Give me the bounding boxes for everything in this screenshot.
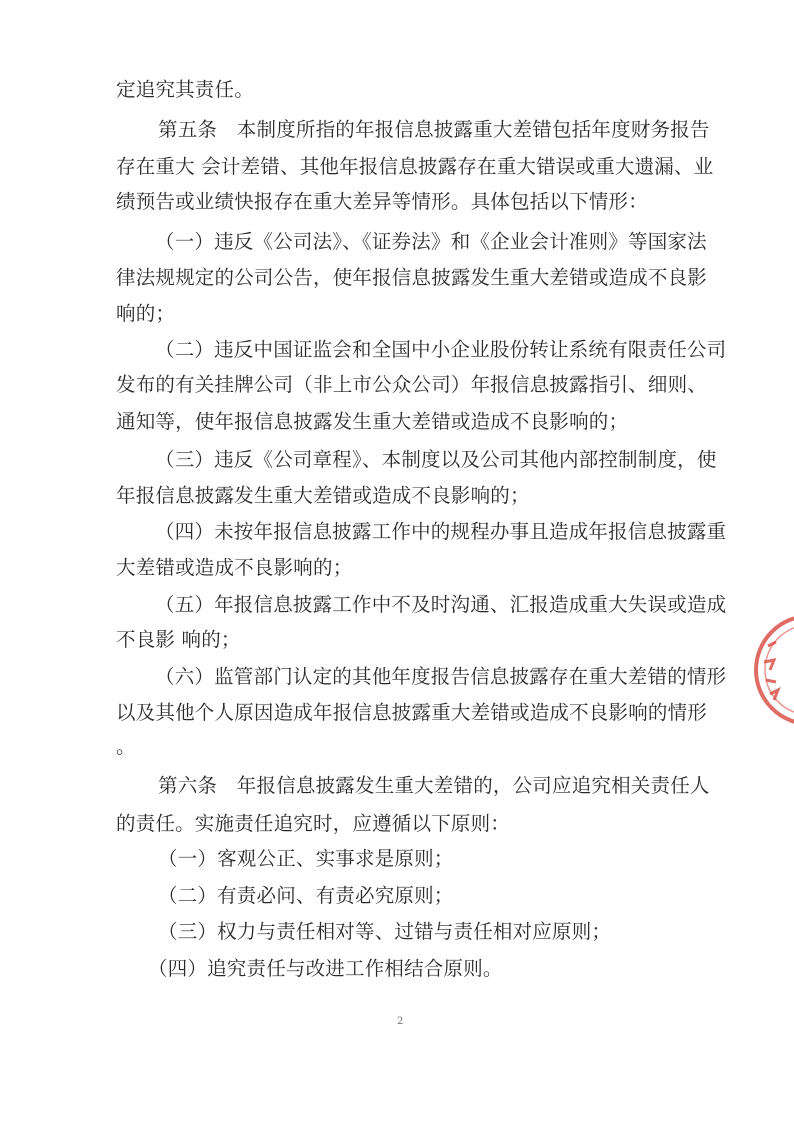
clause-3-line-2: 年报信息披露发生重大差错或造成不良影响的； <box>116 484 530 507</box>
clause-6-line-3: 。 <box>116 735 136 758</box>
article-6-line-2: 的责任。实施责任追究时，应遵循以下原则： <box>116 812 511 835</box>
clause-2-line-1: （二）违反中国证监会和全国中小企业股份转让系统有限责任公司 <box>155 338 727 361</box>
body-line-3: 存在重大 会计差错、其他年报信息披露存在重大错误或重大遗漏、业 <box>116 155 714 178</box>
clause-2-line-2: 发布的有关挂牌公司（非上市公众公司）年报信息披露指引、细则、 <box>116 373 708 396</box>
clause-5-line-2: 不良影 响的； <box>116 628 241 651</box>
clause-3-line-1: （三）违反《公司章程》、本制度以及公司其他内部控制制度，使 <box>155 448 717 471</box>
clause-6-line-1: （六）监管部门认定的其他年度报告信息披露存在重大差错的情形 <box>155 665 727 688</box>
page-number: 2 <box>397 1016 404 1027</box>
article-5-heading: 第五条 本制度所指的年报信息披露重大差错包括年度财务报告 <box>158 118 710 141</box>
principle-3: （三）权力与责任相对等、过错与责任相对应原则； <box>158 920 612 943</box>
company-seal-icon <box>750 610 794 730</box>
clause-6-line-2: 以及其他个人原因造成年报信息披露重大差错或造成不良影响的情形 <box>116 701 708 724</box>
clause-5-line-1: （五）年报信息披露工作中不及时沟通、汇报造成重大失误或造成 <box>155 593 727 616</box>
principle-4: （四）追究责任与改进工作相结合原则。 <box>148 957 503 980</box>
body-line-4: 绩预告或业绩快报存在重大差异等情形。具体包括以下情形： <box>116 190 648 213</box>
body-line-1: 定追究其责任。 <box>116 78 254 101</box>
principle-1: （一）客观公正、实事求是原则； <box>158 847 454 870</box>
clause-4-line-1: （四）未按年报信息披露工作中的规程办事且造成年报信息披露重 <box>155 520 727 543</box>
principle-2: （二）有责必问、有责必究原则； <box>158 884 454 907</box>
clause-1-line-1: （一）违反《公司法》、《证券法》和《企业会计准则》等国家法 <box>155 230 707 253</box>
clause-2-line-3: 通知等，使年报信息披露发生重大差错或造成不良影响的； <box>116 410 629 433</box>
clause-1-line-2: 律法规规定的公司公告，使年报信息披露发生重大差错或造成不良影 <box>116 266 708 289</box>
article-6-heading: 第六条 年报信息披露发生重大差错的，公司应追究相关责任人 <box>158 774 710 797</box>
clause-1-line-3: 响的； <box>116 302 176 325</box>
clause-4-line-2: 大差错或造成不良影响的； <box>116 556 353 579</box>
